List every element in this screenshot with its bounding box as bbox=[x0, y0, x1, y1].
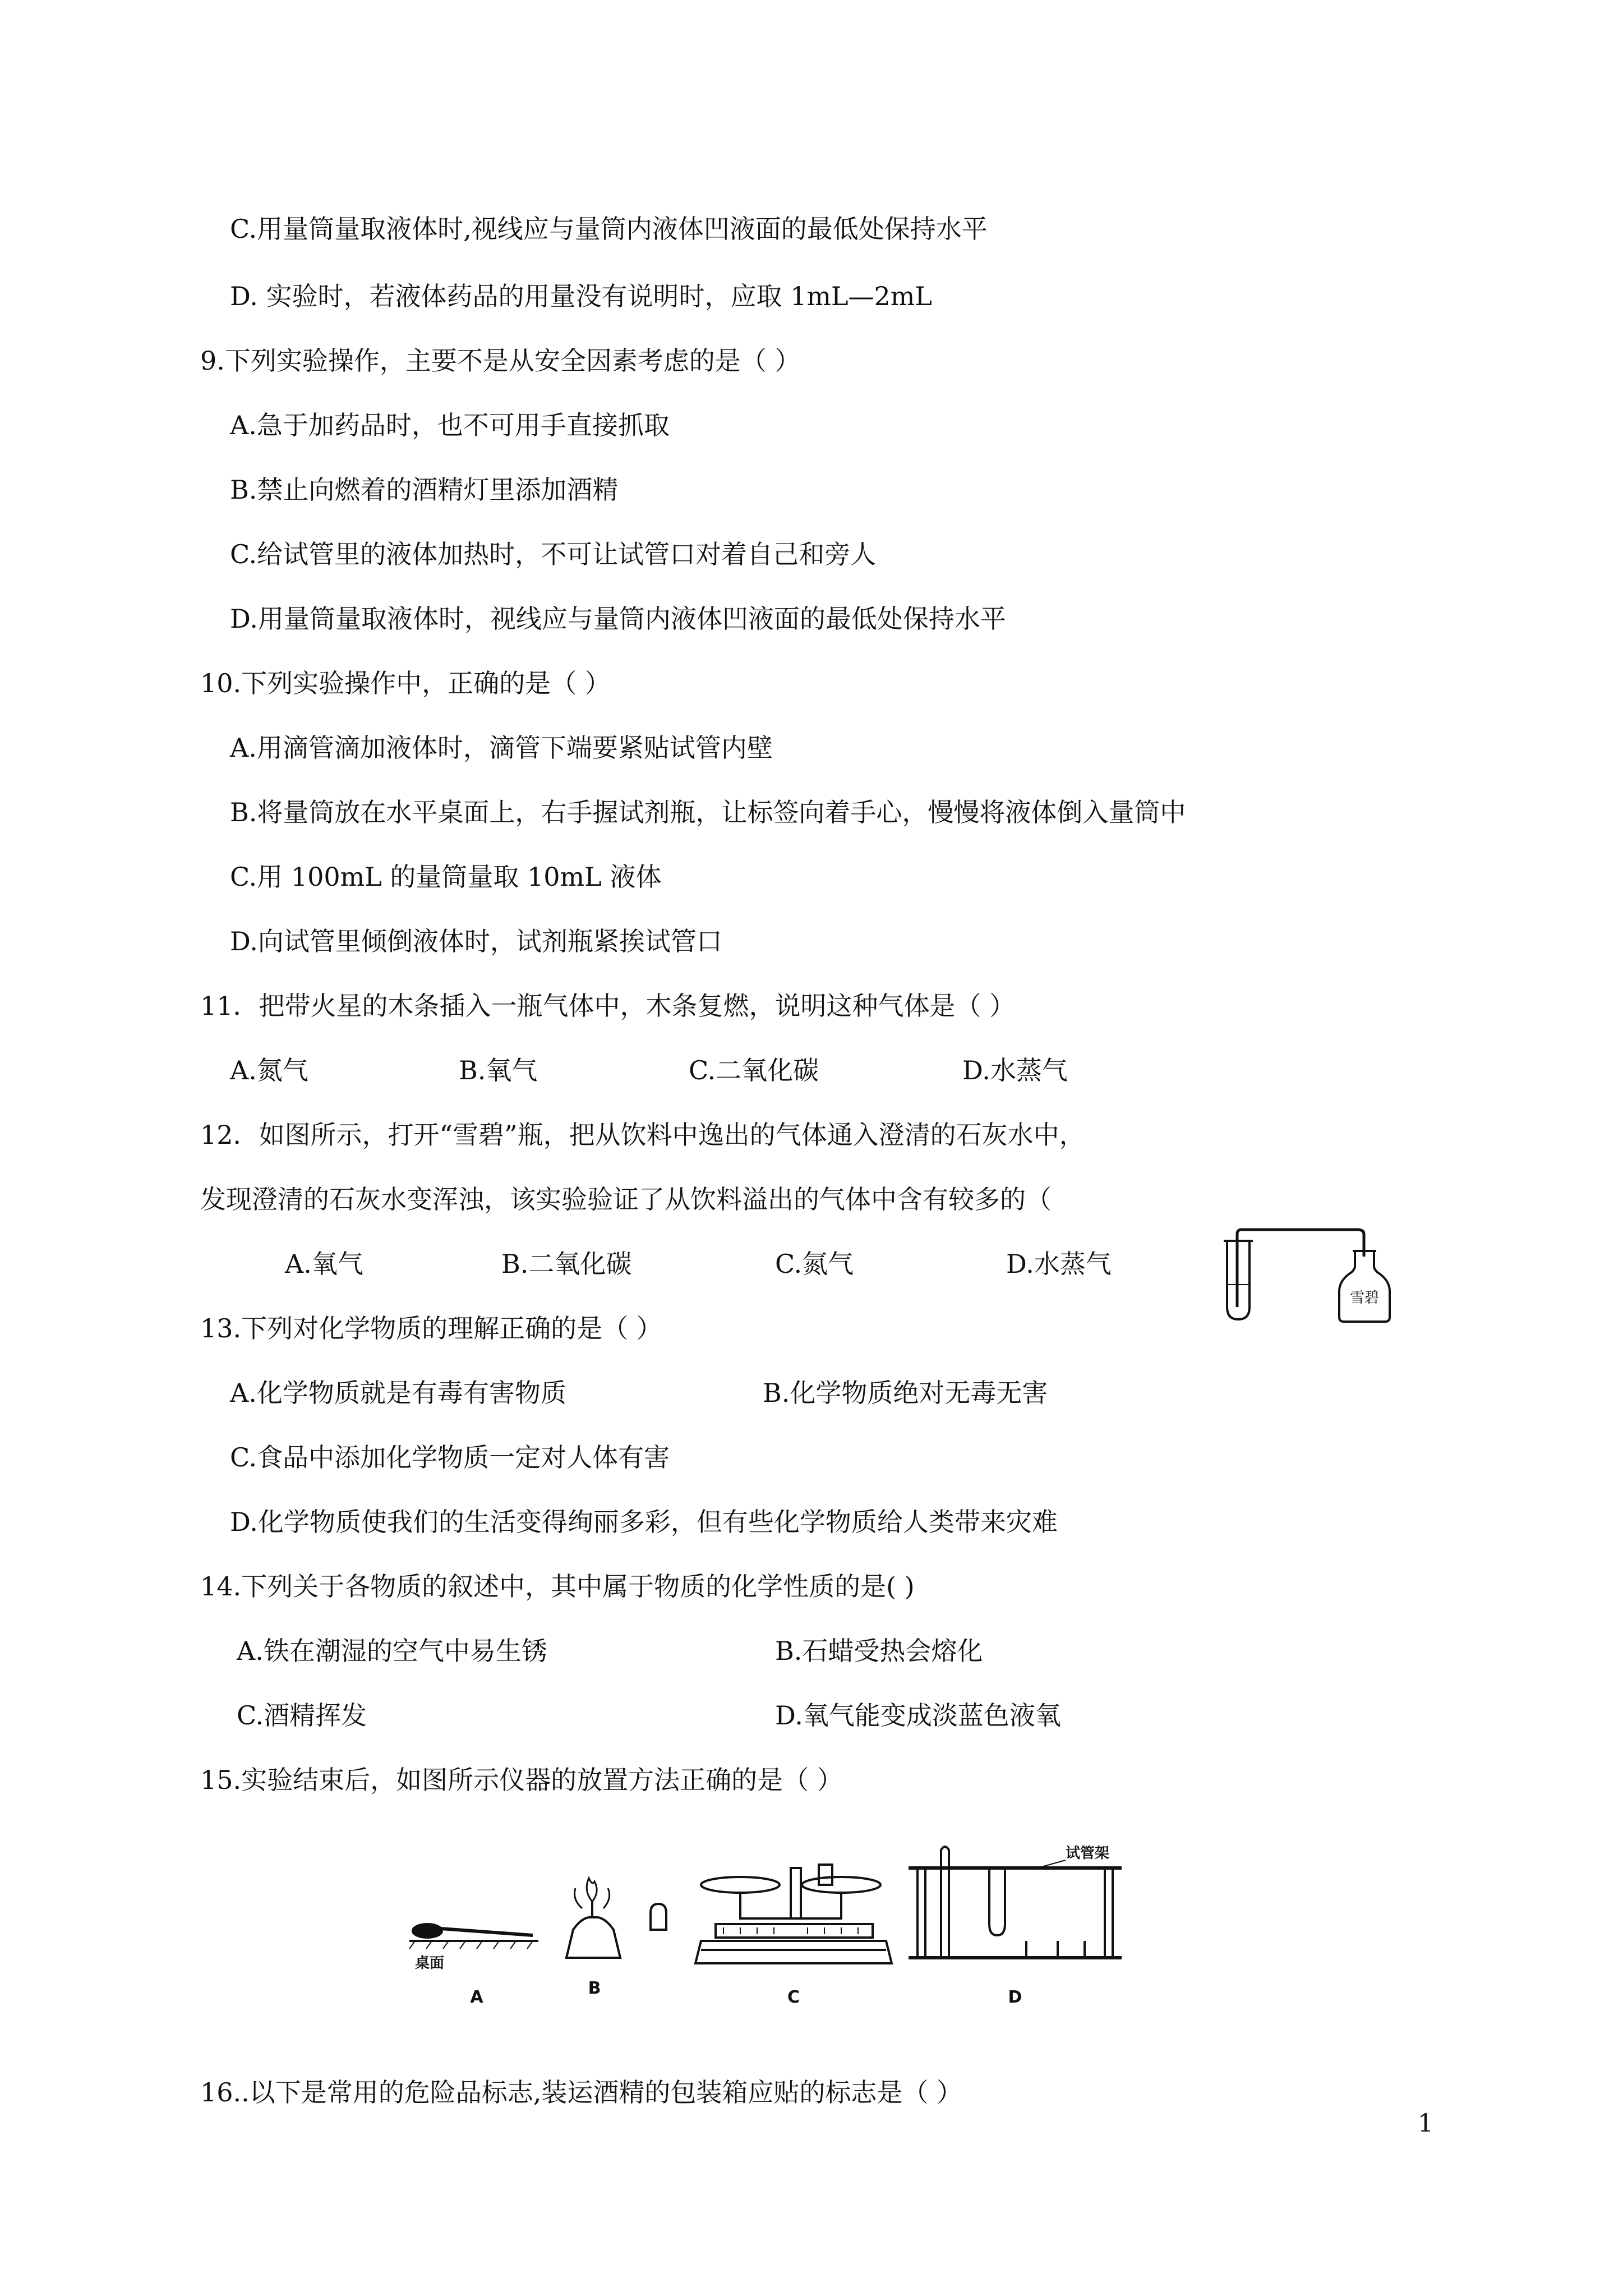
q12-stem-line1: 12．如图所示，打开“雪碧”瓶，把从饮料中逸出的气体通入澄清的石灰水中， bbox=[200, 1120, 1085, 1150]
q9-option-b: B.禁止向燃着的酒精灯里添加酒精 bbox=[230, 475, 619, 505]
q13-option-b: B.化学物质绝对无毒无害 bbox=[763, 1378, 1048, 1408]
q10-option-d: D.向试管里倾倒液体时，试剂瓶紧挨试管口 bbox=[230, 926, 722, 956]
bottle-label: 雪碧 bbox=[1349, 1290, 1380, 1306]
q8-option-d: D. 实验时，若液体药品的用量没有说明时，应取 1mL—2mL bbox=[230, 281, 932, 311]
q10-option-a: A.用滴管滴加液体时，滴管下端要紧贴试管内壁 bbox=[230, 733, 773, 763]
q10-option-b: B.将量筒放在水平桌面上，右手握试剂瓶，让标签向着手心，慢慢将液体倒入量筒中 bbox=[230, 797, 1186, 827]
q11-option-b: B.氧气 bbox=[459, 1055, 538, 1085]
figure-label-d: D bbox=[1008, 1987, 1022, 2007]
q10-stem: 10.下列实验操作中，正确的是（ ） bbox=[200, 668, 611, 698]
q13-stem: 13.下列对化学物质的理解正确的是（ ） bbox=[200, 1313, 662, 1343]
label-desk: 桌面 bbox=[415, 1955, 445, 1972]
q8-option-c: C.用量筒量取液体时,视线应与量筒内液体凹液面的最低处保持水平 bbox=[230, 214, 988, 244]
q14-option-a: A.铁在潮湿的空气中易生锈 bbox=[237, 1636, 547, 1666]
q12-figure-tube-and-bottle bbox=[1217, 1217, 1408, 1324]
q13-option-d: D.化学物质使我们的生活变得绚丽多彩，但有些化学物质给人类带来灾难 bbox=[230, 1507, 1058, 1537]
figure-b-alcohol-lamp bbox=[566, 1878, 666, 1958]
q11-option-a: A.氮气 bbox=[230, 1055, 308, 1085]
q12-option-d: D.水蒸气 bbox=[1006, 1249, 1112, 1279]
page-number: 1 bbox=[1418, 2109, 1433, 2138]
q12-option-c: C.氮气 bbox=[775, 1249, 854, 1279]
q9-option-d: D.用量筒量取液体时，视线应与量筒内液体凹液面的最低处保持水平 bbox=[230, 604, 1006, 634]
q14-option-b: B.石蜡受热会熔化 bbox=[775, 1636, 983, 1666]
q9-stem: 9.下列实验操作，主要不是从安全因素考虑的是（ ） bbox=[200, 346, 801, 376]
q13-option-a: A.化学物质就是有毒有害物质 bbox=[230, 1378, 566, 1408]
figure-label-b: B bbox=[588, 1978, 601, 1998]
figure-c-balance bbox=[695, 1865, 892, 1963]
q15-stem: 15.实验结束后，如图所示仪器的放置方法正确的是（ ） bbox=[200, 1765, 843, 1795]
sprite-bottle bbox=[1339, 1251, 1390, 1322]
q9-option-a: A.急于加药品时，也不可用手直接抓取 bbox=[230, 410, 670, 440]
q11-option-d: D.水蒸气 bbox=[962, 1055, 1068, 1085]
q12-option-b: B.二氧化碳 bbox=[501, 1249, 632, 1279]
figure-a-dropper-on-desk bbox=[409, 1924, 538, 1949]
q12-stem-line2: 发现澄清的石灰水变浑浊，该实验验证了从饮料溢出的气体中含有较多的（ bbox=[200, 1184, 1052, 1214]
q10-option-c: C.用 100mL 的量筒量取 10mL 液体 bbox=[230, 862, 662, 892]
q9-option-c: C.给试管里的液体加热时，不可让试管口对着自己和旁人 bbox=[230, 539, 877, 569]
figure-d-test-tube-rack bbox=[909, 1847, 1122, 1958]
figure-label-c: C bbox=[787, 1987, 800, 2007]
q11-option-c: C.二氧化碳 bbox=[689, 1055, 819, 1085]
q14-option-c: C.酒精挥发 bbox=[237, 1700, 367, 1731]
q14-stem: 14.下列关于各物质的叙述中，其中属于物质的化学性质的是( ) bbox=[200, 1571, 915, 1602]
delivery-tube bbox=[1237, 1230, 1364, 1307]
q14-option-d: D.氧气能变成淡蓝色液氧 bbox=[775, 1700, 1061, 1731]
figure-label-a: A bbox=[470, 1987, 483, 2007]
label-test-tube-rack: 试管架 bbox=[1066, 1846, 1110, 1862]
q11-stem: 11．把带火星的木条插入一瓶气体中，木条复燃，说明这种气体是（ ） bbox=[200, 991, 1016, 1021]
q12-option-a: A.氧气 bbox=[285, 1249, 363, 1279]
q13-option-c: C.食品中添加化学物质一定对人体有害 bbox=[230, 1442, 670, 1473]
q15-figure-apparatus bbox=[404, 1846, 1133, 2031]
q16-stem: 16..以下是常用的危险品标志,装运酒精的包装箱应贴的标志是（ ） bbox=[200, 2077, 963, 2108]
